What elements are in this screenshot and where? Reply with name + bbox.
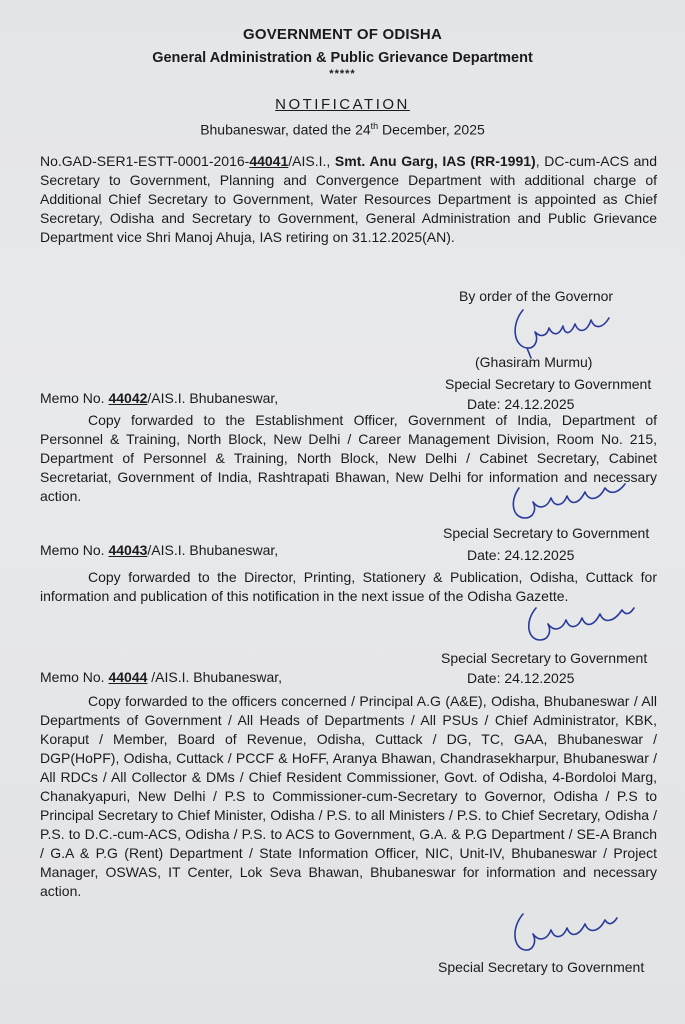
memo-2-text: Copy forwarded to the Director, Printing, Stationery & Publication, Odisha, Cuttack for information and publication of this notification in the next issue of the Odisha Gazette. bbox=[40, 569, 657, 604]
memo-2-designation: Special Secretary to Government bbox=[441, 650, 648, 666]
memo-3-number: Memo No. 44044 /AIS.I. Bhubaneswar, bbox=[40, 669, 283, 685]
memo-1-date: Date: 24.12.2025 bbox=[467, 396, 575, 412]
notification-title: NOTIFICATION bbox=[275, 96, 410, 113]
by-order-line: By order of the Governor bbox=[459, 288, 614, 304]
signature-4 bbox=[505, 906, 625, 958]
memo-1-designation: Special Secretary to Government bbox=[443, 525, 650, 541]
signature-3 bbox=[520, 598, 640, 648]
memo-3-designation: Special Secretary to Government bbox=[438, 959, 645, 975]
signatory-designation: Special Secretary to Government bbox=[445, 376, 652, 392]
memo-1-text: Copy forwarded to the Establishment Officer, Government of India, Department of Personnel & Training, North Block, New Delhi / Career Management Division, Room No. 215, Department of Personnel & Training, North Block, New Delhi / Cabinet Secretary, Cabinet Secretariat, Government of India, Rashtrapati Bhawan, New Delhi for information and necessary action. bbox=[40, 412, 657, 504]
memo-3-text: Copy forwarded to the officers concerned / Principal A.G (A&E), Odisha, Bhubaneswar / All Departments of Government / All Heads of Departments / All PSUs / Chief Administrator, KBK, Koraput / Member, Board of Revenue, Odisha, Cuttack / DG, TC, GAA, Bhubaneswar / DGP(HoPF), Odisha, Cuttack / PCCF & HoFF, Aranya Bhawan, Chandrasekharpur, Bhubaneswar / All RDCs / All Collector & DMs / Chief Resident Commissioner, Govt. of Odisha, 4-Bordoloi Marg, Chanakyapuri, New Delhi / P.S to Commissioner-cum-Secretary to Governor, Odisha / P.S to Principal Secretary to Chief Minister, Odisha / P.S. to all Ministers / P.S. to Chief Secretary, Odisha / P.S. to D.C.-cum-ACS, Odisha / P.S. to ACS to Government, G.A. & P.G Department / SE-A Branch / G.A & P.G (Rent) Department / State Information Officer, NIC, Unit-IV, Bhubaneswar / Project Manager, OSWAS, IT Center, Lok Seva Bhawan, Bhubaneswar for information and necessary action. bbox=[40, 693, 657, 899]
department-heading: General Administration & Public Grievance Department bbox=[152, 50, 533, 66]
memo-2-date: Date: 24.12.2025 bbox=[467, 547, 575, 563]
separator-stars: ***** bbox=[329, 68, 356, 80]
memo-1-number: Memo No. 44042/AIS.I. Bhubaneswar, bbox=[40, 390, 279, 406]
memo-2-number: Memo No. 44043/AIS.I. Bhubaneswar, bbox=[40, 542, 279, 558]
signature-2 bbox=[505, 478, 635, 526]
memo-3-date: Date: 24.12.2025 bbox=[467, 670, 575, 686]
place-date: Bhubaneswar, dated the 24th December, 2025 bbox=[200, 121, 485, 138]
signature-1 bbox=[505, 302, 625, 360]
signatory-name: (Ghasiram Murmu) bbox=[475, 354, 593, 370]
government-heading: GOVERNMENT OF ODISHA bbox=[242, 26, 442, 43]
notification-body: No.GAD-SER1-ESTT-0001-2016-44041/AIS.I., Smt. Anu Garg, IAS (RR-1991), DC-cum-ACS and Secretary to Government, Planning and Convergence Department with additional charge of Additional Chief Secretary to Government, Water Resources Department is appointed as Chief Secretary, Odisha and Secretary to Government, General Administration and Public Grievance Department vice Shri Manoj Ahuja, IAS retiring on 31.12.2025(AN). bbox=[40, 153, 658, 245]
